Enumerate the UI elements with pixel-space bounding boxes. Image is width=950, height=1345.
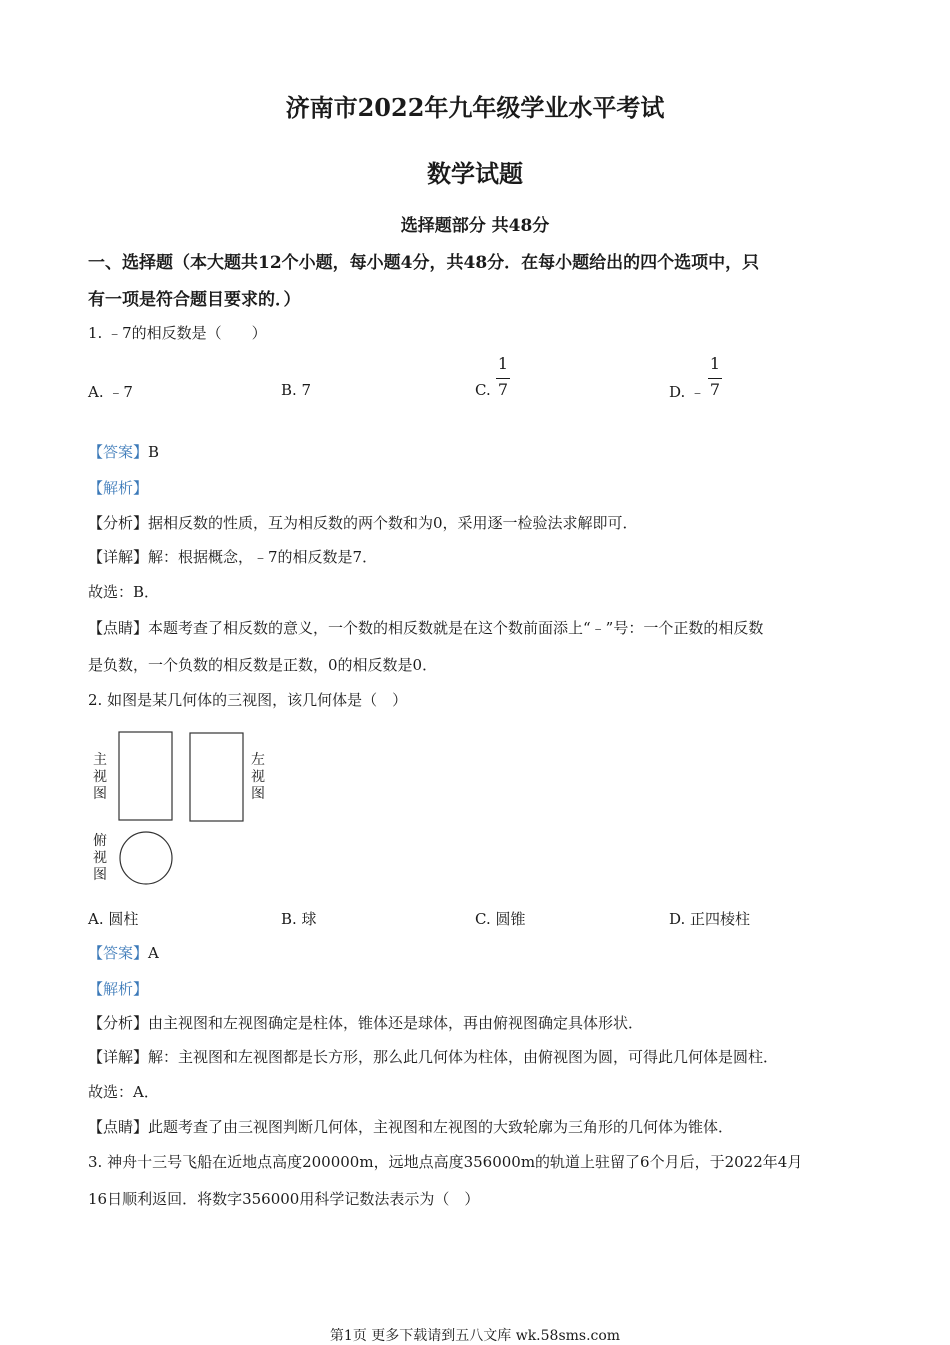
exam-title: 济南市2022年九年级学业水平考试 xyxy=(285,93,665,122)
xiangjie-text: 解：主视图和左视图都是长方形，那么此几何体为柱体，由俯视图为圆，可得此几何体是圆柱． xyxy=(148,1048,779,1066)
q2-analysis-tag: 【解析】 xyxy=(88,980,149,998)
q1-dianjing-line1 xyxy=(88,617,763,638)
front-view-rectangle xyxy=(119,732,172,820)
q1-xiangjie xyxy=(88,546,377,567)
top-view-circle xyxy=(120,832,172,884)
q1-option-a: A. ﹣7 xyxy=(88,383,133,401)
fenxi-text: 据相反数的性质，互为相反数的两个数和为0，采用逐一检验法求解即可． xyxy=(148,514,638,532)
three-view-drawing xyxy=(110,725,260,895)
q1-option-b: B. 7 xyxy=(281,381,312,399)
q2-stem: 2. 如图是某几何体的三视图，该几何体是（ ） xyxy=(88,691,408,709)
fraction-denominator: 7 xyxy=(497,380,509,399)
q1-dianjing-line2: 是负数，一个负数的相反数是正数，0的相反数是0． xyxy=(88,656,438,674)
answer-value: A xyxy=(148,944,159,962)
q1-guxuan: 故选：B． xyxy=(88,583,160,601)
q2-option-d: D. 正四棱柱 xyxy=(669,910,751,928)
fraction-bar xyxy=(708,378,722,379)
q2-fenxi xyxy=(88,1012,643,1033)
answer-tag: 【答案】 xyxy=(88,443,149,461)
q1-option-c-fraction xyxy=(496,354,510,400)
dianjing-tag: 【点睛】 xyxy=(88,1118,149,1136)
q2-guxuan: 故选：A． xyxy=(88,1083,159,1101)
xiangjie-tag: 【详解】 xyxy=(88,1048,149,1066)
q1-answer xyxy=(88,441,159,462)
q2-option-a: A. 圆柱 xyxy=(88,910,139,928)
left-view-label: 左视图 xyxy=(251,752,265,802)
fenxi-tag: 【分析】 xyxy=(88,514,149,532)
xiangjie-tag: 【详解】 xyxy=(88,548,149,566)
answer-tag: 【答案】 xyxy=(88,944,149,962)
q1-option-d: D. ﹣ xyxy=(669,383,706,401)
exam-subtitle: 数学试题 xyxy=(427,159,523,188)
q1-option-d-fraction xyxy=(708,354,722,400)
q2-dianjing xyxy=(88,1116,733,1137)
fraction-denominator: 7 xyxy=(709,380,721,399)
front-view-label: 主视图 xyxy=(93,752,107,802)
q3-stem-line2: 16日顺利返回．将数字356000用科学记数法表示为（ ） xyxy=(88,1190,480,1208)
fenxi-text: 由主视图和左视图确定是柱体，锥体还是球体，再由俯视图确定具体形状． xyxy=(148,1014,644,1032)
q1-analysis-tag: 【解析】 xyxy=(88,479,149,497)
dianjing-tag: 【点睛】 xyxy=(88,619,149,637)
q2-xiangjie xyxy=(88,1046,778,1067)
fraction-bar xyxy=(496,378,510,379)
page-footer: 第1页 更多下载请到五八文库 wk.58sms.com xyxy=(329,1328,621,1344)
q1-fenxi xyxy=(88,512,638,533)
left-view-rectangle xyxy=(190,733,243,821)
section-heading-line2: 有一项是符合题目要求的．） xyxy=(88,290,301,310)
part-heading: 选择题部分 共48分 xyxy=(400,216,550,236)
dianjing-text: 本题考查了相反数的意义，一个数的相反数就是在这个数前面添上“﹣”号：一个正数的相反数 xyxy=(148,619,764,637)
q1-stem: 1. ﹣7的相反数是（ ） xyxy=(88,324,267,342)
fenxi-tag: 【分析】 xyxy=(88,1014,149,1032)
answer-value: B xyxy=(148,443,160,461)
q3-stem-line1: 3. 神舟十三号飞船在近地点高度200000m，远地点高度356000m的轨道上驻留了6个月后，于2022年4月 xyxy=(88,1153,803,1171)
q2-option-b: B. 球 xyxy=(281,910,317,928)
dianjing-text: 此题考查了由三视图判断几何体，主视图和左视图的大致轮廓为三角形的几何体为锥体． xyxy=(148,1118,734,1136)
fraction-numerator: 1 xyxy=(497,354,509,373)
q2-option-c: C. 圆锥 xyxy=(475,910,526,928)
q2-answer xyxy=(88,942,159,963)
q1-option-c: C. xyxy=(475,381,491,399)
top-view-label: 俯视图 xyxy=(93,833,107,883)
section-heading-line1: 一、选择题（本大题共12个小题，每小题4分，共48分．在每小题给出的四个选项中，只 xyxy=(88,253,760,273)
xiangjie-text: 解：根据概念，﹣7的相反数是7． xyxy=(148,548,378,566)
fraction-numerator: 1 xyxy=(709,354,721,373)
